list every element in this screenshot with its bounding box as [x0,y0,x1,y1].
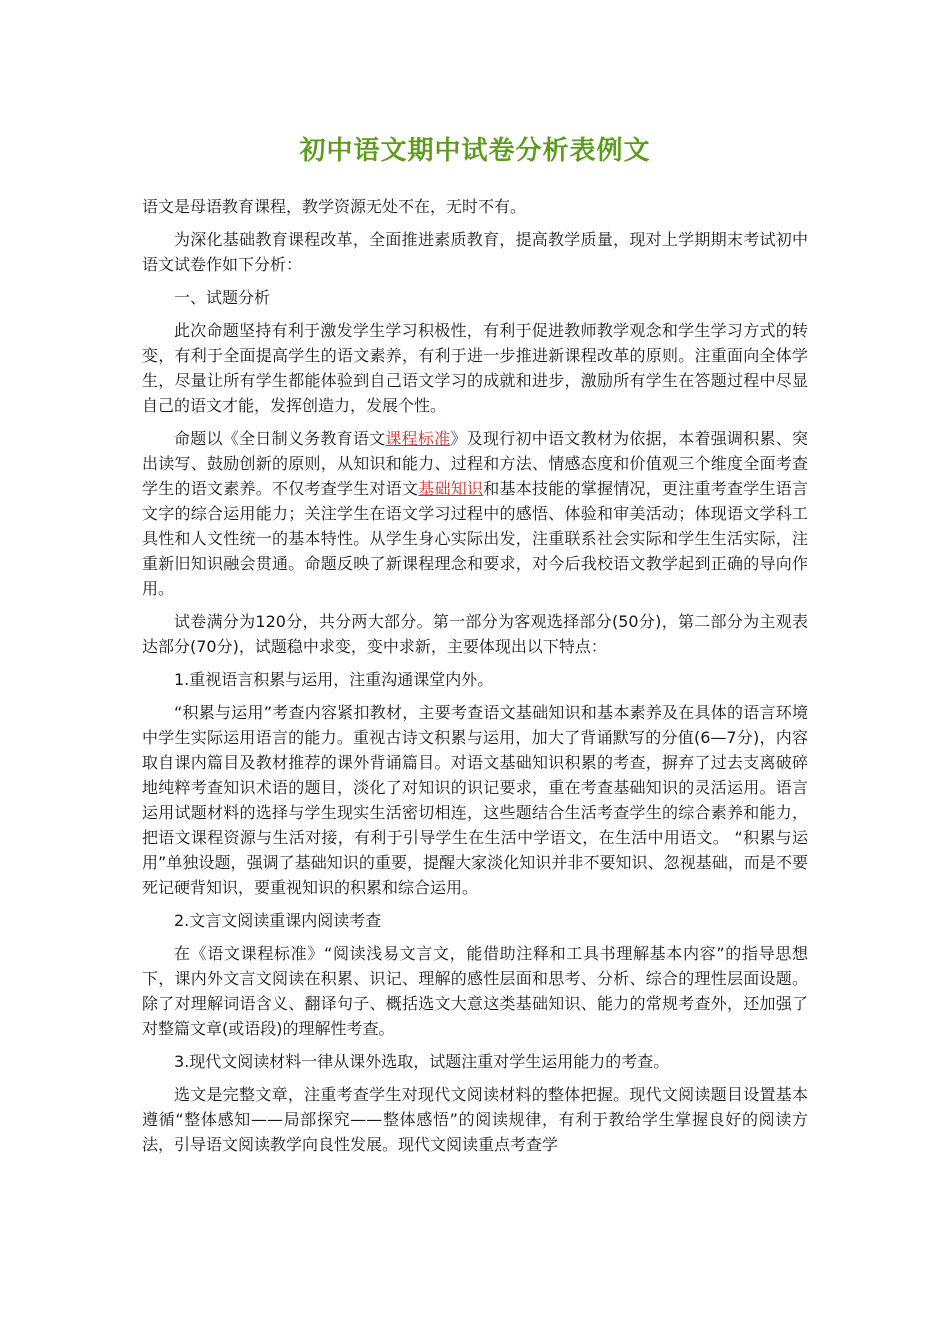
paragraph-basis [142,426,808,601]
subheading-accumulation: 1.重视语言积累与运用，注重沟通课堂内外。 [174,670,494,689]
paragraph-intro: 语文是母语教育课程，教学资源无处不在，无时不有。 [142,197,527,216]
link-basic-knowledge[interactable]: 基础知识 [418,479,484,498]
paragraph-classical: 在《语文课程标准》“阅读浅易文言文，能借助注释和工具书理解基本内容”的指导思想下，课内外文言文阅读在积累、识记、理解的感性层面和思考、分析、综合的理性层面设题。除了对理解词语含义、翻译句子、概括选文大意这类基础知识、能力的常规考查外，还加强了对整篇文章(或语段)的理解性考查。 [142,944,808,1038]
paragraph-basis-text-c: 和基本技能的掌握情况，更注重考查学生语言文字的综合运用能力；关注学生在语文学习过程中的感悟、体验和审美活动；体现语文学科工具性和人文性统一的基本特性。从学生身心实际出发，注重联系社会实际和学生生活实际，注重新旧知识融会贯通。命题反映了新课程理念和要求，对今后我校语文教学起到正确的导向作用。 [142,479,808,598]
document-title: 初中语文期中试卷分析表例文 [299,136,651,166]
link-curriculum-standard[interactable]: 课程标准 [385,429,451,448]
paragraph-principles: 此次命题坚持有利于激发学生学习积极性，有利于促进教师教学观念和学生学习方式的转变，有利于全面提高学生的语文素养，有利于进一步推进新课程改革的原则。注重面向全体学生，尽量让所有学生都能体验到自己语文学习的成就和进步，激励所有学生在答题过程中尽显自己的语文才能，发挥创造力，发展个性。 [142,321,808,415]
subheading-modern: 3.现代文阅读材料一律从课外选取，试题注重对学生运用能力的考查。 [174,1052,670,1071]
paragraph-purpose: 为深化基础教育课程改革，全面推进素质教育，提高教学质量，现对上学期期末考试初中语文试卷作如下分析： [142,230,808,274]
section-heading-analysis: 一、试题分析 [174,288,271,307]
paragraph-basis-text-b: 》及现行初中语文教材为依据，本着强调积累、突出读写、鼓励创新的原则，从知识和能力、过程和方法、情感态度和价值观三个维度全面考查学生的语文素养。不仅考查学生对语文 [142,429,808,498]
paragraph-accumulation: “积累与运用”考查内容紧扣教材，主要考查语文基础知识和基本素养及在具体的语言环境中学生实际运用语言的能力。重视古诗文积累与运用，加大了背诵默写的分值(6—7分)，内容取自课内篇目及教材推荐的课外背诵篇目。对语文基础知识积累的考查，摒弃了过去支离破碎地纯粹考查知识术语的题目，淡化了对知识的识记要求，重在考查基础知识的灵活运用。语言运用试题材料的选择与学生现实生活密切相连，这些题结合生活考查学生的综合素养和能力，把语文课程资源与生活对接，有利于引导学生在生活中学语文，在生活中用语文。 “积累与运用”单独设题，强调了基础知识的重要，提醒大家淡化知识并非不要知识、忽视基础，而是不要死记硬背知识，要重视知识的积累和综合运用。 [142,703,808,897]
subheading-classical: 2.文言文阅读重课内阅读考查 [174,911,382,930]
paragraph-basis-text-a: 命题以《全日制义务教育语文 [174,429,386,448]
document-page [142,128,808,1165]
paragraph-structure: 试卷满分为120分，共分两大部分。第一部分为客观选择部分(50分)，第二部分为主观表达部分(70分)，试题稳中求变，变中求新，主要体现出以下特点： [142,612,808,656]
paragraph-modern: 选文是完整文章，注重考查学生对现代文阅读材料的整体把握。现代文阅读题目设置基本遵循“整体感知——局部探究——整体感悟”的阅读规律，有利于教给学生掌握良好的阅读方法，引导语文阅读教学向良性发展。现代文阅读重点考查学 [142,1085,808,1154]
